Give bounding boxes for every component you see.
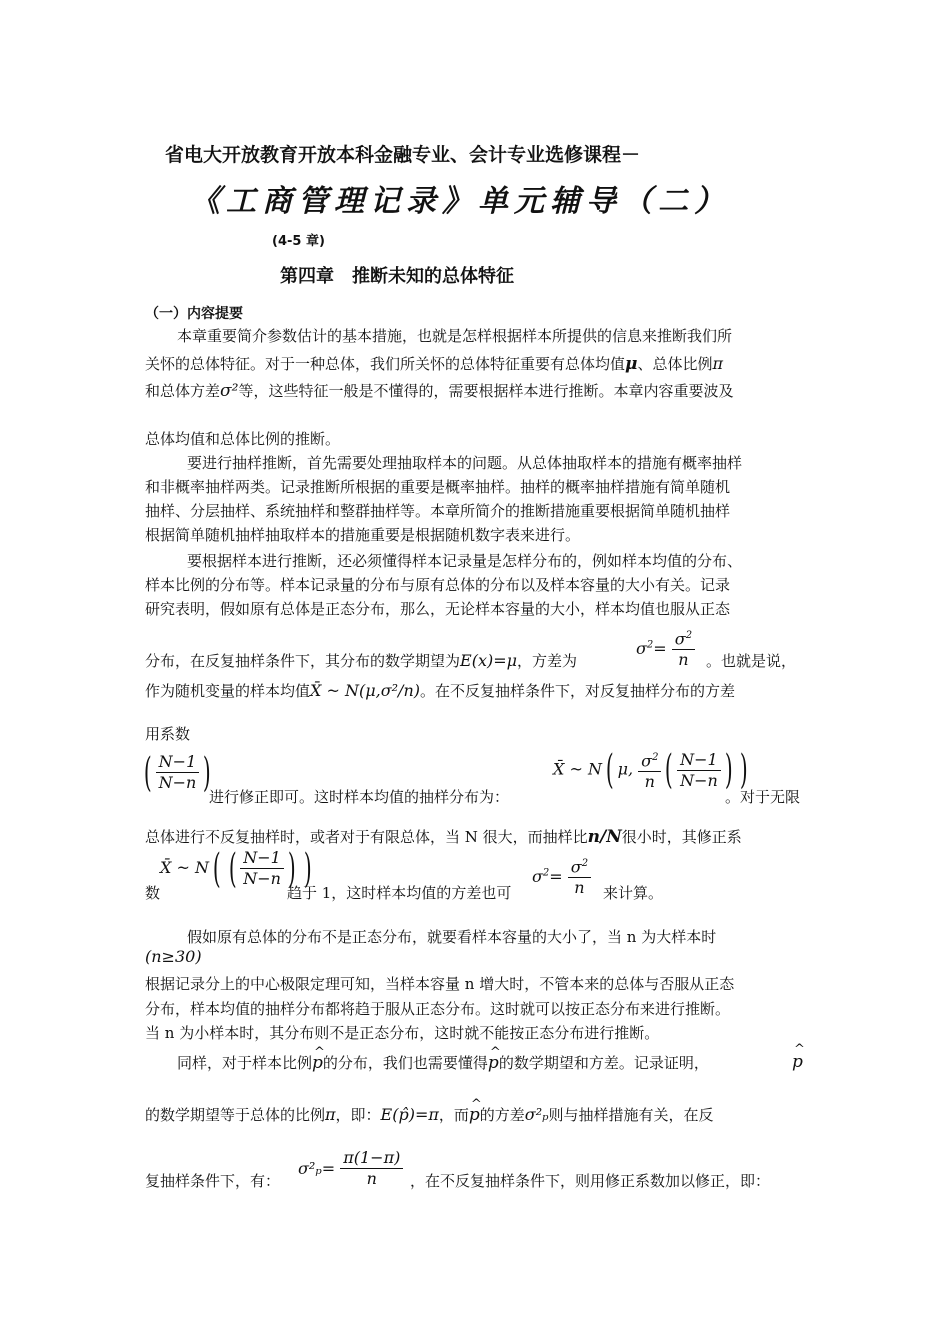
paragraph-line: 进行修正即可。这时样本均值的抽样分布为： <box>209 788 510 806</box>
paragraph-line: 数 <box>145 884 161 902</box>
paragraph-line: 趋于 1，这时样本均值的方差也可 <box>287 884 512 902</box>
sample-mean-variance: $\sigma^2=$ $\frac{\sigma^2}{n}$ <box>532 854 591 898</box>
paragraph-line: 分布，样本均值的抽样分布都将趋于服从正态分布。这时就可以按正态分布来进行推断。 <box>145 1000 731 1018</box>
sample-mean-distribution: X̄ ~ N(μ,σ²/n) <box>310 681 420 700</box>
unit-title: 《工商管理记录》单元辅导（二） <box>190 184 730 219</box>
mu-symbol: μ <box>625 354 638 374</box>
paragraph-line: 同样，对于样本比例^ p的分布，我们也需要懂得^ p的数学期望和方差。记录证明， <box>177 1052 709 1074</box>
course-title: 省电大开放教育开放本科金融专业、会计专业选修课程－ <box>165 144 641 166</box>
paragraph-line: 假如原有总体的分布不是正态分布，就要看样本容量的大小了，当 n 为大样本时 <box>187 928 717 946</box>
pi-symbol: π <box>712 354 723 373</box>
paragraph-line: 抽样、分层抽样、系统抽样和整群抽样等。本章所简介的推断措施重要根据简单随机抽样 <box>145 502 731 520</box>
large-sample-condition: (n≥30) <box>145 947 202 966</box>
sampling-ratio: n/N <box>587 827 622 847</box>
correction-factor-formula: X̄ ~ N( ( $\frac{N-1}{N-n}$ ) ) <box>160 845 312 892</box>
p-hat: ^ p <box>469 1104 480 1126</box>
chapter-heading: 第四章 推断未知的总体特征 <box>280 266 514 287</box>
sigma-squared: σ² <box>220 381 239 401</box>
paragraph-line: 。对于无限 <box>725 788 801 806</box>
section-heading: （一）内容提要 <box>145 306 243 322</box>
proportion-variance-symbol: σ²ₚ <box>524 1105 549 1124</box>
proportion-expectation: E(p̂)=π <box>380 1105 439 1124</box>
paragraph-line: 根据记录分上的中心极限定理可知，当样本容量 n 增大时，不管本来的总体与否服从正态 <box>145 975 735 993</box>
proportion-variance-formula: σ²ₚ= $\frac{\pi(1-\pi)}{n}$ <box>298 1148 403 1189</box>
paragraph-line: 复抽样条件下，有： <box>145 1172 281 1190</box>
corrected-sampling-distribution: X̄ ~ N( μ, $\frac{\sigma^2}{n}$ ( $\frac{N-1}{N-n}$ ) ) <box>553 747 749 794</box>
paragraph-line: 的数学期望等于总体的比例π，即：E(p̂)=π，而^ p的方差σ²ₚ则与抽样措施有关，在反 <box>145 1104 714 1126</box>
variance-formula: $\sigma^2=$ $\frac{\sigma^2}{n}$ <box>636 626 695 670</box>
p-hat: ^ p <box>488 1052 499 1074</box>
paragraph-line: 总体均值和总体比例的推断。 <box>145 430 341 448</box>
chapter-range: (4-5 章) <box>272 234 325 249</box>
paragraph-line: ，在不反复抽样条件下，则用修正系数加以修正，即： <box>410 1172 771 1190</box>
paragraph-line: 作为随机变量的样本均值X̄ ~ N(μ,σ²/n)。在不反复抽样条件下，对反复抽样分布的方差 <box>145 681 735 700</box>
paragraph-line: 要进行抽样推断，首先需要处理抽取样本的问题。从总体抽取样本的措施有概率抽样 <box>187 454 743 472</box>
p-hat: ^ p <box>312 1052 323 1074</box>
p-hat: ^ p <box>792 1052 803 1072</box>
paragraph-line: 分布，在反复抽样条件下，其分布的数学期望为E(x)=μ，方差为 <box>145 651 578 670</box>
paragraph-line: 样本比例的分布等。样本记录量的分布与原有总体的分布以及样本容量的大小有关。记录 <box>145 576 731 594</box>
paragraph-line: 关怀的总体特征。对于一种总体，我们所关怀的总体特征重要有总体均值μ、总体比例π <box>145 354 723 374</box>
expectation-formula: E(x)=μ <box>460 651 518 670</box>
paragraph-line: 根据简单随机抽样抽取样本的措施重要是根据随机数字表来进行。 <box>145 526 581 544</box>
paragraph-line: 当 n 为小样本时，其分布则不是正态分布，这时就不能按正态分布进行推断。 <box>145 1024 660 1042</box>
paragraph-line: 总体进行不反复抽样时，或者对于有限总体，当 N 很大，而抽样比n/N很小时，其修正系 <box>145 827 742 847</box>
paragraph-line: 来计算。 <box>603 884 664 902</box>
paragraph-line: 和总体方差σ²等，这些特征一般是不懂得的，需要根据样本进行推断。本章内容重要波及 <box>145 381 734 401</box>
pi-symbol: π <box>325 1105 336 1124</box>
paragraph-line: 研究表明，假如原有总体是正态分布，那么，无论样本容量的大小，样本均值也服从正态 <box>145 600 731 618</box>
paragraph-line: 和非概率抽样两类。记录推断所根据的重要是概率抽样。抽样的概率抽样措施有简单随机 <box>145 478 731 496</box>
correction-coefficient: ( $\frac{N-1}{N-n}$ ) <box>143 749 212 796</box>
paragraph-line: 用系数 <box>145 725 191 743</box>
paragraph-line: 要根据样本进行推断，还必须懂得样本记录量是怎样分布的，例如样本均值的分布、 <box>187 552 743 570</box>
paragraph-line: 。也就是说， <box>706 652 797 670</box>
paragraph-line: 本章重要简介参数估计的基本措施，也就是怎样根据样本所提供的信息来推断我们所 <box>177 327 733 345</box>
